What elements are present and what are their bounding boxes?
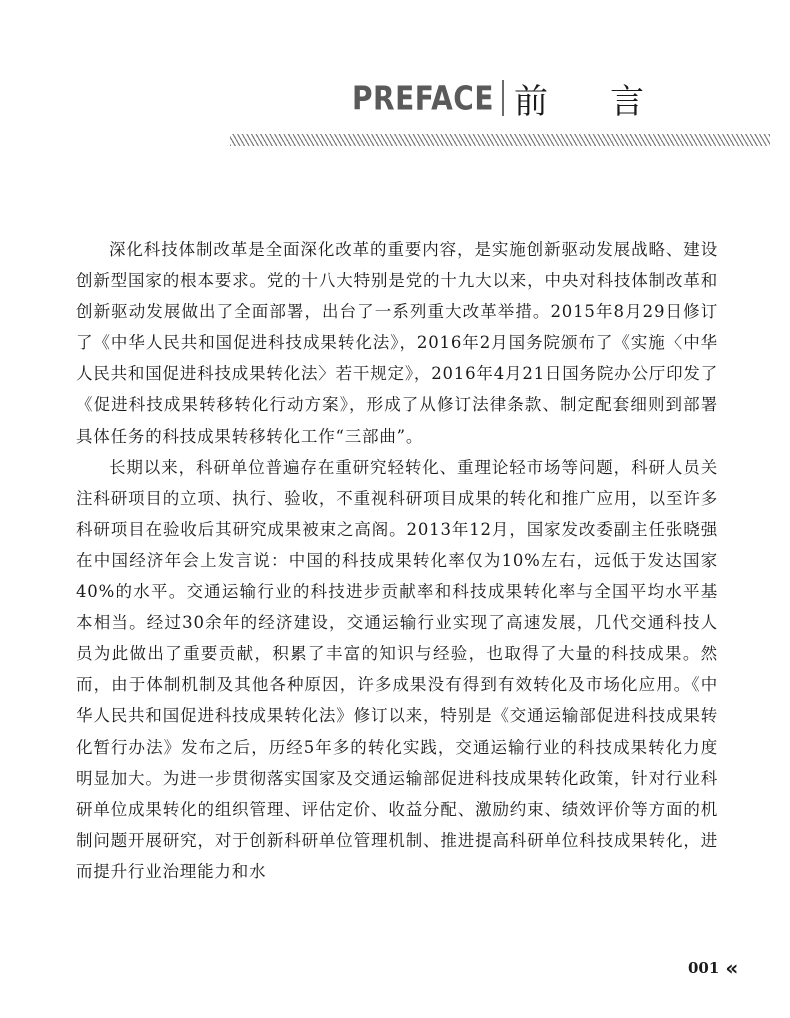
preface-header	[352, 74, 706, 122]
page-footer	[688, 956, 738, 980]
page-number: 001	[688, 959, 720, 977]
decorative-hatch-rule	[230, 134, 770, 146]
header-divider	[502, 80, 504, 116]
preface-label: PREFACE	[352, 78, 494, 118]
paragraph: 长期以来，科研单位普遍存在重研究轻转化、重理论轻市场等问题，科研人员关注科研项目的立项、执行、验收，不重视科研项目成果的转化和推广应用，以至许多科研项目在验收后其研究成果被束之高阁。2013年12月，国家发改委副主任张晓强在中国经济年会上发言说：中国的科技成果转化率仅为10%左右，远低于发达国家40%的水平。交通运输行业的科技进步贡献率和科技成果转化率与全国平均水平基本相当。经过30余年的经济建设，交通运输行业实现了高速发展，几代交通科技人员为此做出了重要贡献，积累了丰富的知识与经验，也取得了大量的科技成果。然而，由于体制机制及其他各种原因，许多成果没有得到有效转化及市场化应用。《中华人民共和国促进科技成果转化法》修订以来，特别是《交通运输部促进科技成果转化暂行办法》发布之后，历经5年多的转化实践，交通运输行业的科技成果转化力度明显加大。为进一步贯彻落实国家及交通运输部促进科技成果转化政策，针对行业科研单位成果转化的组织管理、评估定价、收益分配、激励约束、绩效评价等方面的机制问题开展研究，对于创新科研单位管理机制、推进提高科研单位科技成果转化，进而提升行业治理能力和水	[76, 457, 718, 881]
page-title: 前言	[513, 81, 706, 122]
paragraph: 深化科技体制改革是全面深化改革的重要内容，是实施创新驱动发展战略、建设创新型国家的根本要求。党的十八大特别是党的十九大以来，中央对科技体制改革和创新驱动发展做出了全面部署，出台了一系列重大改革举措。2015年8月29日修订了《中华人民共和国促进科技成果转化法》，2016年2月国务院颁布了《实施〈中华人民共和国促进科技成果转化法〉若干规定》，2016年4月21日国务院办公厅印发了《促进科技成果转移转化行动方案》，形成了从修订法律条款、制定配套细则到部署具体任务的科技成果转移转化工作“三部曲”。	[76, 240, 718, 446]
body-text	[76, 234, 718, 887]
double-chevron-left-icon: «	[725, 956, 739, 980]
